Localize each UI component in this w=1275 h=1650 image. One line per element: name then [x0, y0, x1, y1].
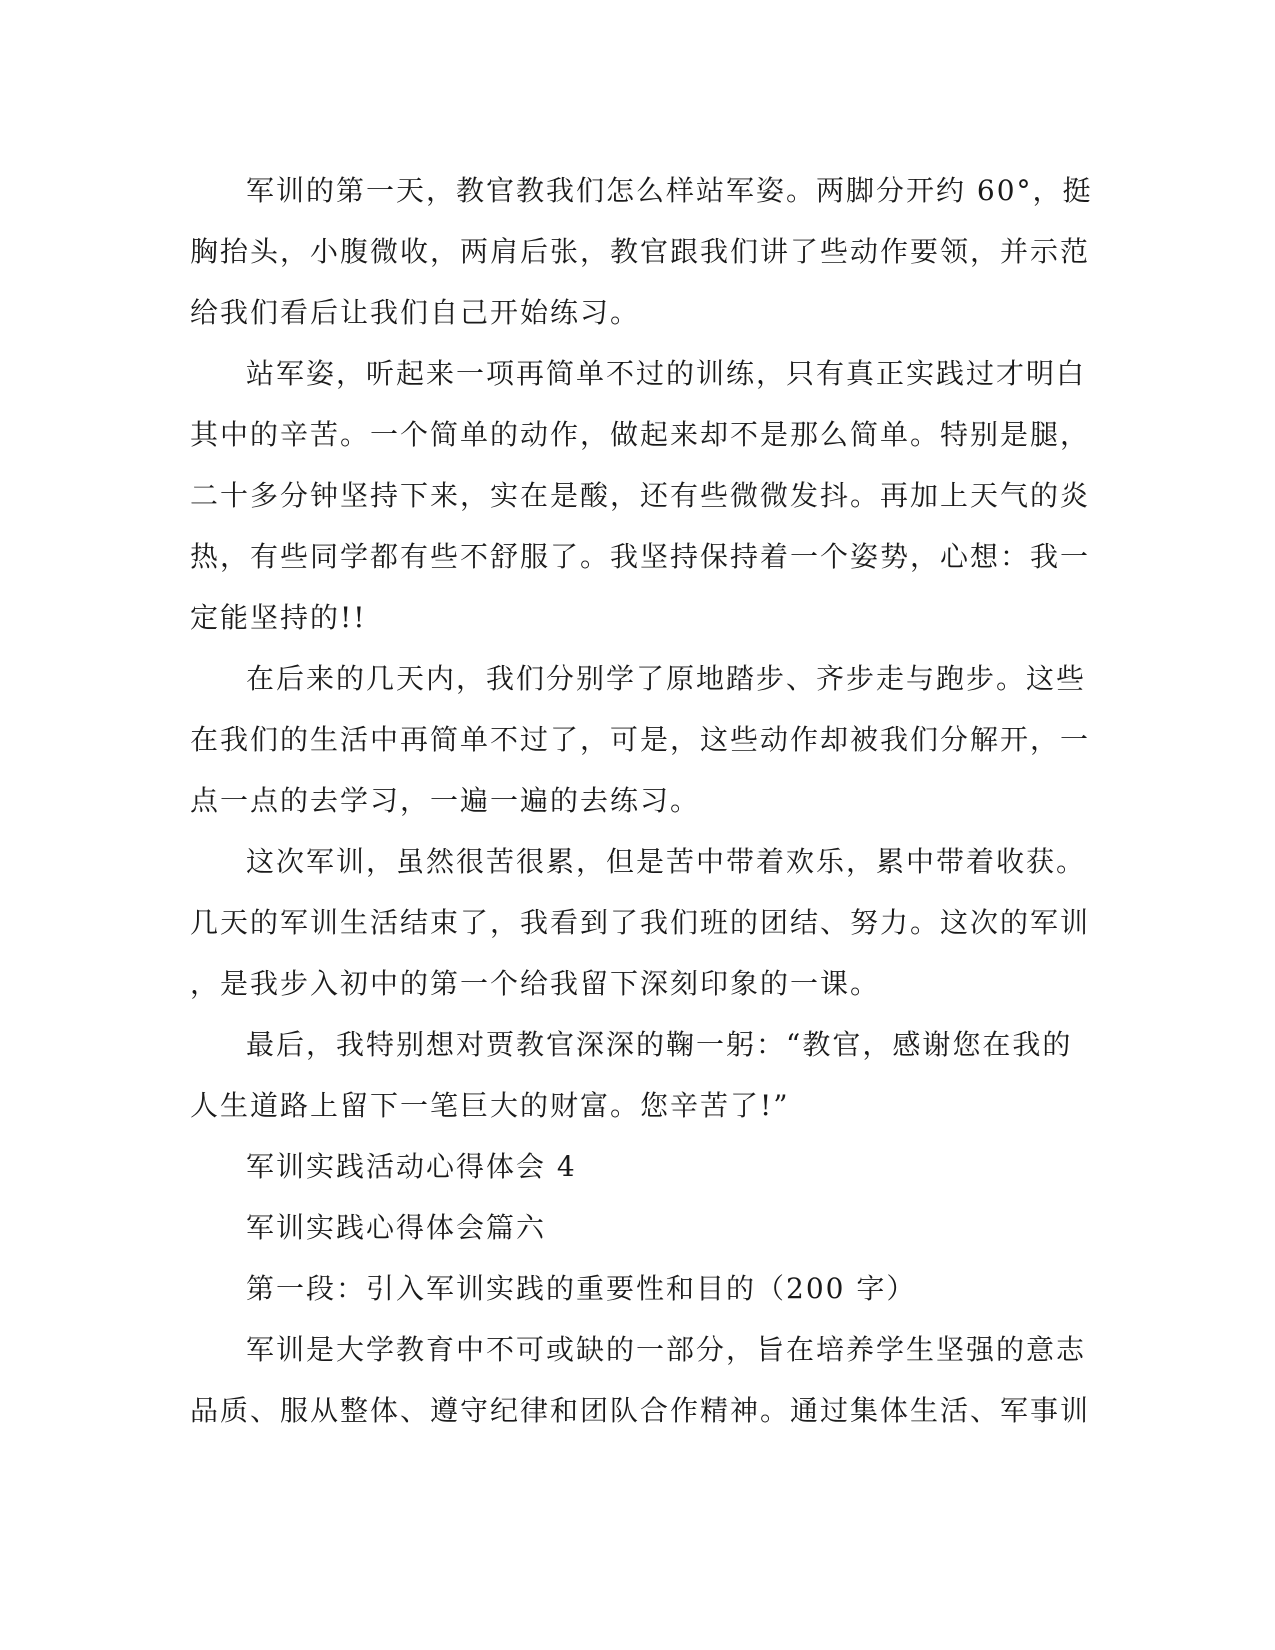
text-line: 人生道路上留下一笔巨大的财富。您辛苦了!”: [190, 1089, 790, 1122]
text-line: 胸抬头，小腹微收，两肩后张，教官跟我们讲了些动作要领，并示范: [190, 235, 1091, 268]
text-line: 在后来的几天内，我们分别学了原地踏步、齐步走与跑步。这些: [246, 662, 1087, 695]
text-line: 其中的辛苦。一个简单的动作，做起来却不是那么简单。特别是腿，: [190, 418, 1091, 451]
text-line: 军训的第一天，教官教我们怎么样站军姿。两脚分开约 60°，挺: [246, 174, 1093, 207]
paragraph-5: [190, 1014, 1080, 1136]
document-body: [190, 160, 1093, 1441]
heading-text: 军训实践活动心得体会 4: [246, 1150, 577, 1183]
heading-text: 军训实践心得体会篇六: [246, 1211, 547, 1244]
text-line: 定能坚持的!!: [190, 601, 367, 634]
text-line: 点一点的去学习，一遍一遍的去练习。: [190, 784, 701, 817]
text-line: 这次军训，虽然很苦很累，但是苦中带着欢乐，累中带着收获。: [246, 845, 1087, 878]
text-line: 在我们的生活中再简单不过了，可是，这些动作却被我们分解开，一: [190, 723, 1091, 756]
section-subheading: [190, 1197, 1080, 1258]
text-line: 二十多分钟坚持下来，实在是酸，还有些微微发抖。再加上天气的炎: [190, 479, 1091, 512]
paragraph-title: [190, 1258, 1080, 1319]
text-line: 最后，我特别想对贾教官深深的鞠一躬：“教官，感谢您在我的: [246, 1028, 1073, 1061]
text-line: 站军姿，听起来一项再简单不过的训练，只有真正实践过才明白: [246, 357, 1087, 390]
text-line: 给我们看后让我们自己开始练习。: [190, 296, 641, 329]
text-line: 品质、服从整体、遵守纪律和团队合作精神。通过集体生活、军事训: [190, 1394, 1091, 1427]
text-line: 热，有些同学都有些不舒服了。我坚持保持着一个姿势，心想：我一: [190, 540, 1091, 573]
paragraph-3: [190, 648, 1091, 831]
section-heading: [190, 1136, 1080, 1197]
heading-text: 第一段：引入军训实践的重要性和目的（200 字）: [246, 1272, 917, 1305]
paragraph-6: [190, 1319, 1091, 1441]
text-line: 几天的军训生活结束了，我看到了我们班的团结、努力。这次的军训: [190, 906, 1091, 939]
text-line: ，是我步入初中的第一个给我留下深刻印象的一课。: [190, 967, 881, 1000]
paragraph-1: [190, 160, 1093, 343]
paragraph-2: [190, 343, 1091, 648]
text-line: 军训是大学教育中不可或缺的一部分，旨在培养学生坚强的意志: [246, 1333, 1087, 1366]
paragraph-4: [190, 831, 1091, 1014]
